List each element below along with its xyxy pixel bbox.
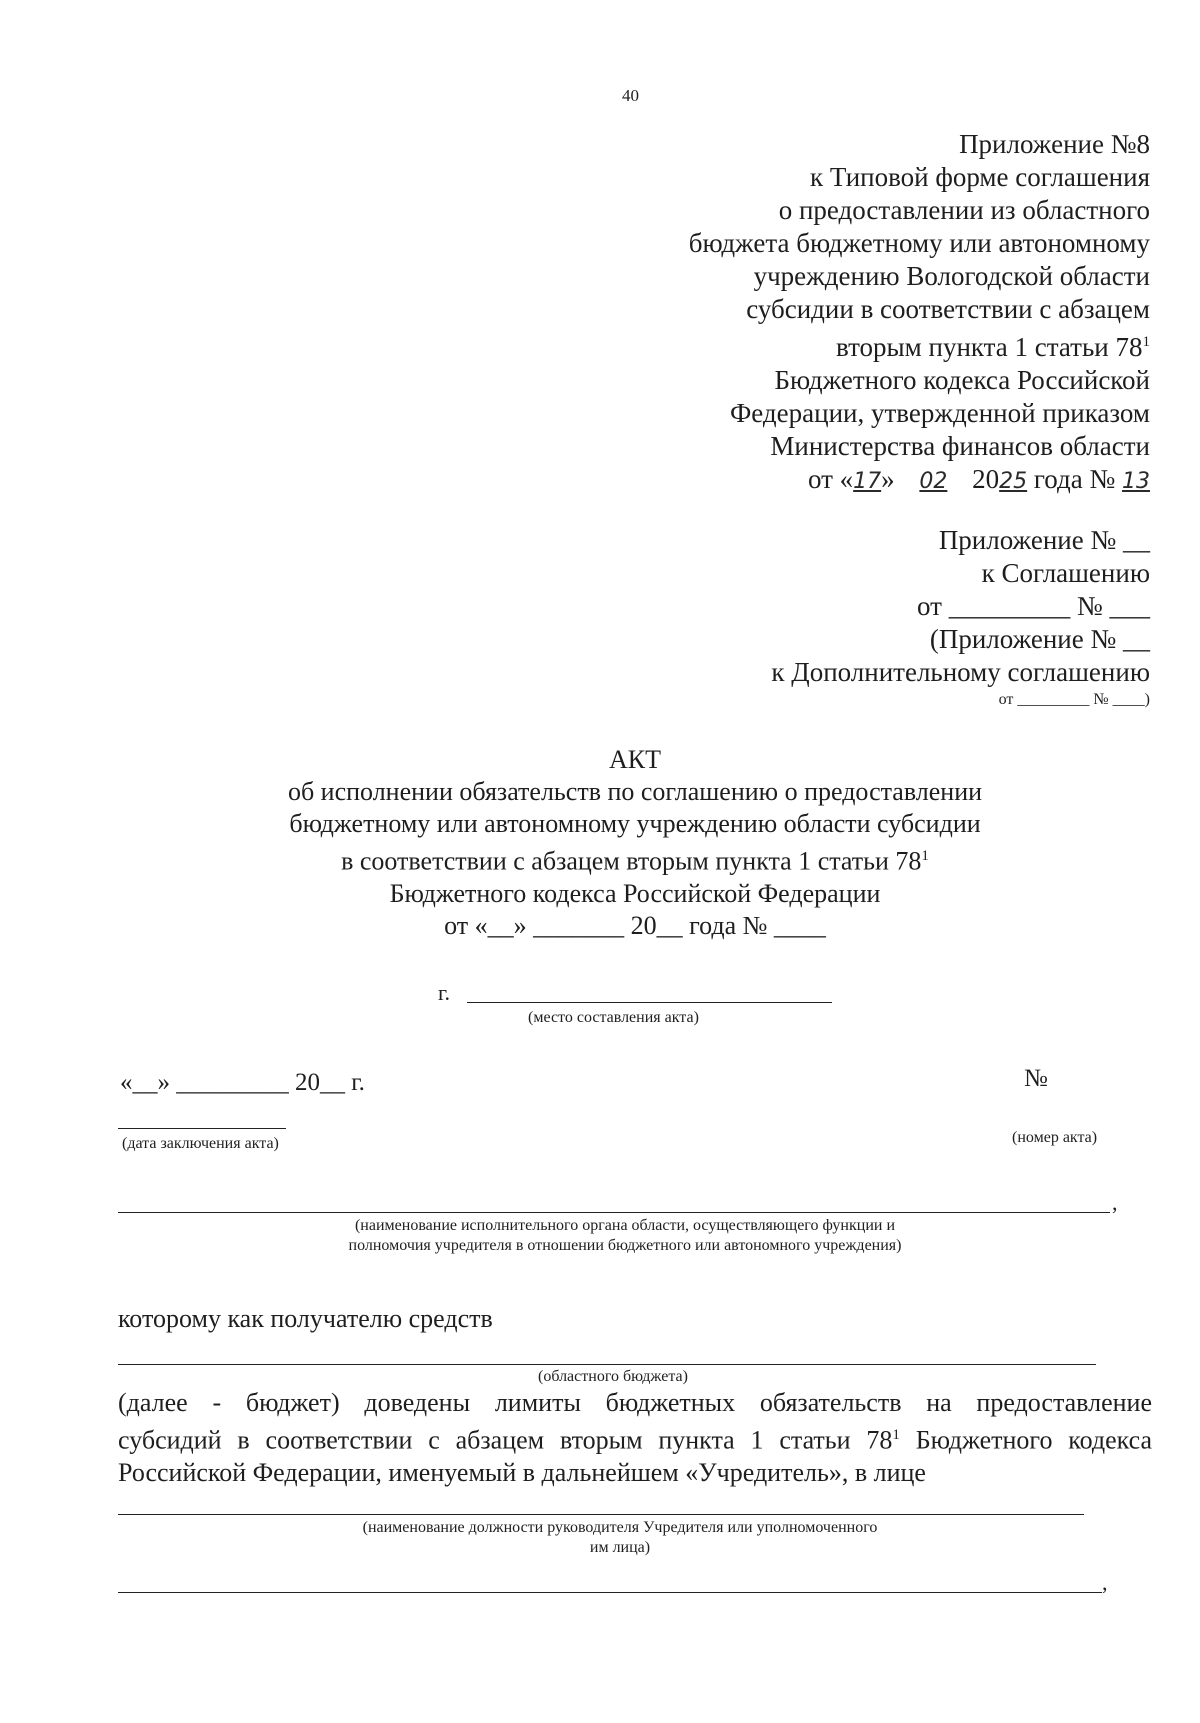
- paragraph: [118, 1387, 1152, 1489]
- appendix8-line: субсидии в соответствии с абзацем: [746, 294, 1150, 324]
- handwritten-day: 17: [853, 469, 882, 494]
- place-prefix: г.: [438, 980, 451, 1005]
- appendix8-line: вторым пункта 1 статьи $78^1$: [836, 332, 1150, 362]
- agreement-appendix-line: к Соглашению: [981, 558, 1150, 588]
- act-title-line: об исполнении обязательств по соглашению о предоставлении: [287, 777, 983, 806]
- recipient-text: которому как получателю средств: [118, 1304, 493, 1333]
- superscript: 1: [921, 848, 929, 864]
- act-heading: АКТ: [609, 745, 661, 774]
- act-date-field: «__» _________ 20__ г.: [120, 1069, 365, 1096]
- agreement-appendix-line: от _________ № ___: [917, 591, 1150, 621]
- place-caption: (место составления акта): [528, 1009, 699, 1026]
- appendix8-line: Федерации, утвержденной приказом: [729, 398, 1150, 428]
- recipient-caption: (областного бюджета): [538, 1368, 688, 1385]
- founder-body-line: [118, 1212, 1110, 1213]
- agreement-appendix-line: от _________ № ____): [998, 691, 1150, 708]
- agreement-appendix-line: к Дополнительному соглашению: [771, 657, 1150, 687]
- number-caption: (номер акта): [1012, 1129, 1098, 1146]
- act-title-date-line: от «__» _______ 20__ года № ____: [444, 910, 826, 940]
- appendix8-line: Бюджетного кодекса Российской: [774, 365, 1150, 395]
- superscript: 1: [1142, 334, 1150, 350]
- appendix8-line: к Типовой форме соглашения: [810, 162, 1150, 192]
- paragraph-line: (далее - бюджет) доведены лимиты бюджетных обязательств на предоставление: [118, 1388, 1152, 1417]
- agreement-appendix-line: Приложение № __: [938, 525, 1150, 555]
- paragraph-line: субсидий в соответствии с абзацем вторым пункта 1 статьи $78^1$ Бюджетного кодекса: [118, 1425, 1152, 1455]
- appendix8-date-line: от «17» 02 2025 года № 13: [807, 464, 1150, 494]
- act-title-line: Бюджетного кодекса Российской Федерации: [389, 878, 881, 908]
- date-underline: [118, 1128, 286, 1129]
- head-name-line: [118, 1592, 1102, 1593]
- head-name-comma: ,: [1102, 1570, 1108, 1595]
- appendix8-line: Министерства финансов области: [770, 431, 1150, 461]
- paragraph-line: Российской Федерации, именуемый в дальнейшем «Учредитель», в лице: [118, 1457, 926, 1487]
- act-number-sign: №: [1024, 1065, 1048, 1092]
- act-title-line: в соответствии с абзацем вторым пункта 1 статьи $78^1$: [341, 846, 929, 876]
- founder-body-caption: (наименование исполнительного органа области, осуществляющего функции и полномочия учредителя в отношении бюджетного или автономного учреждения): [348, 1217, 902, 1254]
- act-title-line: бюджетному или автономному учреждению области субсидии: [289, 809, 981, 838]
- handwritten-number: 13: [1122, 469, 1150, 494]
- head-position-line: [118, 1514, 1084, 1515]
- appendix8-line: бюджета бюджетному или автономному: [688, 228, 1150, 258]
- act-title-block: [140, 744, 1130, 942]
- appendix8-line: Приложение №8: [959, 129, 1150, 159]
- appendix8-line: о предоставлении из областного: [778, 195, 1150, 225]
- superscript: 1: [892, 1427, 900, 1443]
- handwritten-year: 25: [999, 469, 1028, 494]
- recipient-line: [118, 1364, 1096, 1365]
- agreement-appendix-line: (Приложение № __: [929, 624, 1150, 654]
- date-caption: (дата заключения акта): [122, 1135, 279, 1152]
- appendix8-line: учреждению Вологодской области: [753, 261, 1150, 291]
- founder-body-comma: ,: [1112, 1190, 1118, 1215]
- handwritten-month: 02: [919, 469, 948, 494]
- agreement-appendix-block: [771, 524, 1150, 711]
- head-position-caption: (наименование должности руководителя Учредителя или уполномоченного им лица): [362, 1519, 878, 1556]
- place-underline: [467, 1002, 832, 1003]
- appendix8-block: [689, 128, 1150, 498]
- page-number: 40: [622, 86, 639, 105]
